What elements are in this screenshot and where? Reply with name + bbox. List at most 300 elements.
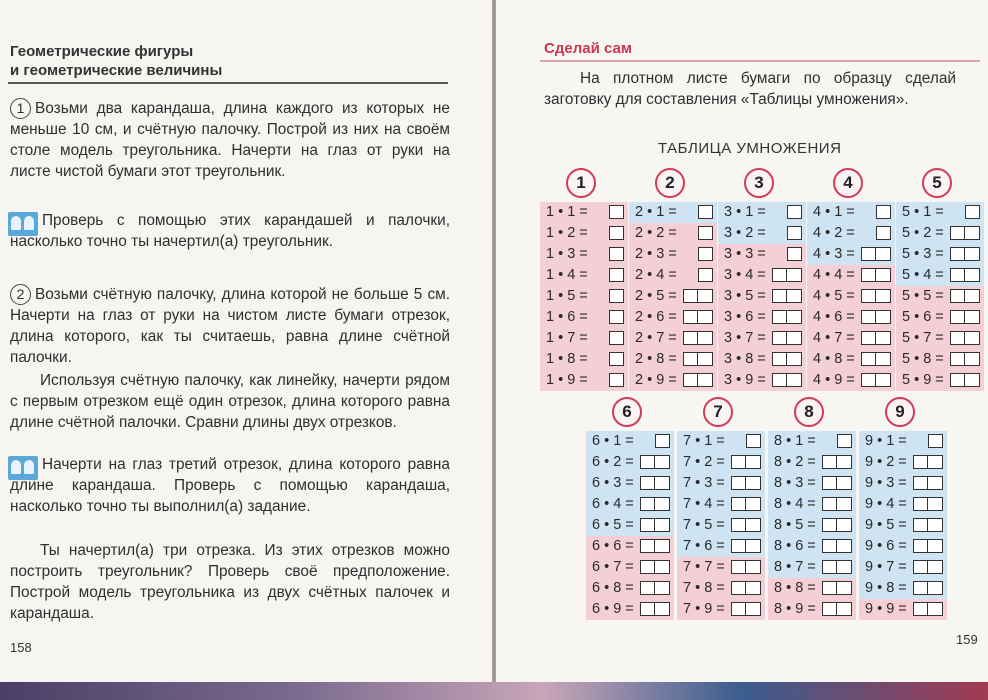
expression-label: 8 • 7 =	[774, 559, 816, 575]
expression-label: 9 • 2 =	[865, 454, 907, 470]
table-row	[807, 286, 895, 307]
expression-label: 6 • 9 =	[592, 601, 634, 617]
answer-box[interactable]	[876, 310, 891, 324]
expression-label: 4 • 5 =	[813, 288, 855, 304]
table-row	[718, 328, 806, 349]
answer-boxes	[822, 602, 852, 617]
book-bottom-edge	[0, 682, 988, 700]
answer-box[interactable]	[950, 352, 965, 366]
expression-label: 5 • 8 =	[902, 351, 944, 367]
answer-box[interactable]	[787, 268, 802, 282]
expression-label: 5 • 7 =	[902, 330, 944, 346]
answer-box[interactable]	[837, 497, 852, 511]
answer-box[interactable]	[928, 539, 943, 553]
expression-label: 8 • 8 =	[774, 580, 816, 596]
answer-box[interactable]	[837, 581, 852, 595]
answer-box[interactable]	[787, 247, 802, 261]
table-row	[586, 431, 674, 452]
table-row	[859, 452, 947, 473]
column-number-circle: 8	[794, 397, 824, 427]
answer-box[interactable]	[609, 226, 624, 240]
expression-label: 7 • 1 =	[683, 433, 725, 449]
table-row	[768, 473, 856, 494]
expression-label: 2 • 7 =	[635, 330, 677, 346]
table-row	[586, 599, 674, 620]
table-row	[807, 307, 895, 328]
answer-boxes	[772, 331, 802, 346]
expression-label: 4 • 3 =	[813, 246, 855, 262]
answer-box[interactable]	[640, 560, 655, 574]
table-row	[807, 328, 895, 349]
table-row	[586, 452, 674, 473]
answer-box[interactable]	[787, 331, 802, 345]
answer-box[interactable]	[965, 226, 980, 240]
answer-box[interactable]	[655, 518, 670, 532]
expression-label: 6 • 7 =	[592, 559, 634, 575]
answer-box[interactable]	[746, 476, 761, 490]
answer-box[interactable]	[876, 352, 891, 366]
table-row	[768, 536, 856, 557]
answer-box[interactable]	[913, 581, 928, 595]
do-it-yourself-label: Сделай сам	[544, 40, 632, 57]
table-row	[718, 286, 806, 307]
answer-box[interactable]	[655, 434, 670, 448]
answer-box[interactable]	[731, 497, 746, 511]
answer-box[interactable]	[746, 434, 761, 448]
answer-boxes	[772, 310, 802, 325]
answer-box[interactable]	[876, 247, 891, 261]
answer-box[interactable]	[746, 455, 761, 469]
expression-label: 1 • 5 =	[546, 288, 588, 304]
table-row	[896, 202, 984, 223]
answer-box[interactable]	[876, 289, 891, 303]
answer-box[interactable]	[928, 497, 943, 511]
answer-boxes	[683, 352, 713, 367]
table-row	[859, 578, 947, 599]
answer-box[interactable]	[746, 602, 761, 616]
answer-box[interactable]	[950, 268, 965, 282]
answer-box[interactable]	[698, 205, 713, 219]
answer-box[interactable]	[822, 602, 837, 616]
column-number-circle: 6	[612, 397, 642, 427]
answer-box[interactable]	[698, 268, 713, 282]
table-row	[540, 223, 628, 244]
answer-box[interactable]	[698, 373, 713, 387]
answer-box[interactable]	[772, 268, 787, 282]
answer-boxes	[822, 518, 852, 533]
answer-box[interactable]	[965, 331, 980, 345]
answer-box[interactable]	[822, 476, 837, 490]
answer-box[interactable]	[609, 331, 624, 345]
answer-box[interactable]	[837, 560, 852, 574]
answer-box[interactable]	[913, 560, 928, 574]
column-number-circle: 7	[703, 397, 733, 427]
column-rows	[586, 431, 674, 620]
answer-box[interactable]	[698, 331, 713, 345]
answer-box[interactable]	[928, 560, 943, 574]
answer-box[interactable]	[837, 539, 852, 553]
answer-box[interactable]	[609, 352, 624, 366]
answer-boxes	[609, 373, 624, 388]
table-column-5	[896, 168, 984, 398]
column-rows	[540, 202, 628, 391]
answer-box[interactable]	[928, 476, 943, 490]
section-title-line1: Геометрические фигуры	[10, 43, 194, 60]
answer-box[interactable]	[965, 289, 980, 303]
expression-label: 2 • 1 =	[635, 204, 677, 220]
answer-boxes	[950, 289, 980, 304]
answer-boxes	[950, 226, 980, 241]
answer-boxes	[861, 268, 891, 283]
answer-box[interactable]	[950, 331, 965, 345]
answer-box[interactable]	[787, 310, 802, 324]
table-column-1	[540, 168, 628, 398]
answer-box[interactable]	[822, 497, 837, 511]
expression-label: 4 • 1 =	[813, 204, 855, 220]
answer-box[interactable]	[913, 455, 928, 469]
expression-label: 9 • 9 =	[865, 601, 907, 617]
expression-label: 2 • 4 =	[635, 267, 677, 283]
answer-box[interactable]	[655, 497, 670, 511]
answer-box[interactable]	[640, 455, 655, 469]
answer-boxes	[787, 247, 802, 262]
table-row	[807, 265, 895, 286]
answer-boxes	[950, 310, 980, 325]
expression-label: 5 • 2 =	[902, 225, 944, 241]
answer-box[interactable]	[950, 289, 965, 303]
table-row	[768, 557, 856, 578]
table-row	[718, 223, 806, 244]
table-row	[586, 473, 674, 494]
expression-label: 1 • 4 =	[546, 267, 588, 283]
answer-box[interactable]	[683, 310, 698, 324]
answer-box[interactable]	[655, 560, 670, 574]
answer-box[interactable]	[746, 539, 761, 553]
answer-boxes	[950, 247, 980, 262]
answer-boxes	[640, 455, 670, 470]
expression-label: 4 • 4 =	[813, 267, 855, 283]
answer-box[interactable]	[640, 476, 655, 490]
answer-box[interactable]	[787, 352, 802, 366]
answer-box[interactable]	[876, 226, 891, 240]
expression-label: 2 • 9 =	[635, 372, 677, 388]
answer-box[interactable]	[640, 497, 655, 511]
table-row	[859, 473, 947, 494]
answer-box[interactable]	[950, 247, 965, 261]
task-2	[10, 284, 450, 368]
answer-box[interactable]	[609, 289, 624, 303]
answer-boxes	[609, 268, 624, 283]
expression-label: 2 • 5 =	[635, 288, 677, 304]
answer-boxes	[772, 268, 802, 283]
answer-box[interactable]	[928, 455, 943, 469]
expression-label: 9 • 1 =	[865, 433, 907, 449]
answer-boxes	[609, 205, 624, 220]
answer-box[interactable]	[640, 518, 655, 532]
answer-box[interactable]	[683, 352, 698, 366]
answer-box[interactable]	[772, 331, 787, 345]
table-row	[718, 307, 806, 328]
table-row	[540, 349, 628, 370]
table-row	[540, 328, 628, 349]
expression-label: 3 • 8 =	[724, 351, 766, 367]
table-row	[586, 557, 674, 578]
answer-box[interactable]	[698, 352, 713, 366]
answer-box[interactable]	[746, 560, 761, 574]
expression-label: 6 • 5 =	[592, 517, 634, 533]
table-row	[540, 370, 628, 391]
answer-box[interactable]	[822, 581, 837, 595]
answer-box[interactable]	[640, 539, 655, 553]
answer-boxes	[822, 581, 852, 596]
answer-box[interactable]	[640, 602, 655, 616]
answer-box[interactable]	[746, 581, 761, 595]
column-rows	[718, 202, 806, 391]
intro-text: На плотном листе бумаги по образцу сделай заготовку для составления «Таблицы умножения».	[544, 70, 956, 108]
table-row	[718, 202, 806, 223]
answer-box[interactable]	[731, 560, 746, 574]
answer-boxes	[913, 539, 943, 554]
answer-box[interactable]	[822, 560, 837, 574]
expression-label: 9 • 4 =	[865, 496, 907, 512]
table-row	[540, 307, 628, 328]
answer-box[interactable]	[787, 373, 802, 387]
answer-box[interactable]	[928, 602, 943, 616]
answer-box[interactable]	[772, 289, 787, 303]
answer-box[interactable]	[861, 289, 876, 303]
answer-boxes	[772, 352, 802, 367]
answer-boxes	[772, 289, 802, 304]
answer-boxes	[698, 247, 713, 262]
answer-boxes	[731, 602, 761, 617]
answer-box[interactable]	[655, 539, 670, 553]
answer-box[interactable]	[772, 352, 787, 366]
answer-box[interactable]	[698, 247, 713, 261]
table-row	[718, 349, 806, 370]
table-row	[540, 202, 628, 223]
expression-label: 5 • 4 =	[902, 267, 944, 283]
expression-label: 5 • 1 =	[902, 204, 944, 220]
answer-box[interactable]	[928, 434, 943, 448]
answer-box[interactable]	[655, 476, 670, 490]
answer-box[interactable]	[913, 602, 928, 616]
expression-label: 7 • 7 =	[683, 559, 725, 575]
table-row	[629, 202, 717, 223]
answer-boxes	[640, 497, 670, 512]
answer-box[interactable]	[822, 518, 837, 532]
expression-label: 2 • 2 =	[635, 225, 677, 241]
table-column-8	[768, 397, 856, 627]
answer-box[interactable]	[731, 518, 746, 532]
expression-label: 3 • 2 =	[724, 225, 766, 241]
expression-label: 1 • 6 =	[546, 309, 588, 325]
expression-label: 7 • 4 =	[683, 496, 725, 512]
expression-label: 7 • 5 =	[683, 517, 725, 533]
section-title-line2: и геометрические величины	[10, 62, 223, 79]
answer-box[interactable]	[655, 581, 670, 595]
expression-label: 3 • 9 =	[724, 372, 766, 388]
answer-box[interactable]	[731, 455, 746, 469]
answer-box[interactable]	[965, 205, 980, 219]
answer-boxes	[913, 476, 943, 491]
table-row	[629, 244, 717, 265]
table-row	[540, 286, 628, 307]
answer-box[interactable]	[609, 247, 624, 261]
answer-box[interactable]	[876, 205, 891, 219]
column-number-circle: 5	[922, 168, 952, 198]
answer-box[interactable]	[861, 268, 876, 282]
answer-box[interactable]	[655, 602, 670, 616]
answer-box[interactable]	[837, 518, 852, 532]
answer-boxes	[731, 539, 761, 554]
answer-box[interactable]	[861, 373, 876, 387]
column-number-circle: 3	[744, 168, 774, 198]
answer-box[interactable]	[746, 497, 761, 511]
answer-box[interactable]	[950, 373, 965, 387]
answer-box[interactable]	[609, 373, 624, 387]
answer-boxes	[861, 289, 891, 304]
answer-box[interactable]	[731, 602, 746, 616]
answer-box[interactable]	[640, 581, 655, 595]
answer-box[interactable]	[837, 602, 852, 616]
table-row	[677, 431, 765, 452]
expression-label: 3 • 5 =	[724, 288, 766, 304]
answer-box[interactable]	[787, 226, 802, 240]
answer-box[interactable]	[655, 455, 670, 469]
answer-box[interactable]	[837, 434, 852, 448]
answer-box[interactable]	[913, 476, 928, 490]
answer-box[interactable]	[928, 581, 943, 595]
table-row	[859, 431, 947, 452]
answer-box[interactable]	[683, 373, 698, 387]
answer-box[interactable]	[913, 518, 928, 532]
answer-box[interactable]	[731, 581, 746, 595]
answer-box[interactable]	[913, 497, 928, 511]
table-column-9	[859, 397, 947, 627]
expression-label: 2 • 8 =	[635, 351, 677, 367]
answer-box[interactable]	[861, 352, 876, 366]
answer-boxes	[640, 602, 670, 617]
answer-box[interactable]	[683, 331, 698, 345]
answer-box[interactable]	[965, 352, 980, 366]
column-rows	[677, 431, 765, 620]
table-row	[629, 286, 717, 307]
answer-boxes	[609, 289, 624, 304]
answer-boxes	[731, 497, 761, 512]
expression-label: 6 • 3 =	[592, 475, 634, 491]
answer-box[interactable]	[822, 539, 837, 553]
answer-box[interactable]	[861, 310, 876, 324]
answer-boxes	[822, 497, 852, 512]
answer-boxes	[861, 331, 891, 346]
expression-label: 6 • 8 =	[592, 580, 634, 596]
answer-box[interactable]	[698, 310, 713, 324]
answer-boxes	[731, 560, 761, 575]
answer-boxes	[640, 581, 670, 596]
expression-label: 8 • 4 =	[774, 496, 816, 512]
answer-box[interactable]	[965, 268, 980, 282]
expression-label: 9 • 3 =	[865, 475, 907, 491]
answer-box[interactable]	[861, 331, 876, 345]
answer-boxes	[861, 373, 891, 388]
table-column-4	[807, 168, 895, 398]
expression-label: 8 • 9 =	[774, 601, 816, 617]
expression-label: 4 • 9 =	[813, 372, 855, 388]
column-number-circle: 1	[566, 168, 596, 198]
expression-label: 7 • 2 =	[683, 454, 725, 470]
answer-box[interactable]	[772, 373, 787, 387]
answer-box[interactable]	[609, 268, 624, 282]
table-row	[677, 557, 765, 578]
answer-boxes	[787, 205, 802, 220]
answer-box[interactable]	[950, 226, 965, 240]
answer-boxes	[913, 518, 943, 533]
table-row	[807, 223, 895, 244]
answer-boxes	[928, 434, 943, 449]
answer-box[interactable]	[837, 455, 852, 469]
answer-boxes	[683, 331, 713, 346]
answer-box[interactable]	[822, 455, 837, 469]
answer-boxes	[950, 352, 980, 367]
answer-box[interactable]	[876, 331, 891, 345]
answer-boxes	[746, 434, 761, 449]
answer-boxes	[731, 476, 761, 491]
table-row	[677, 494, 765, 515]
expression-label: 5 • 6 =	[902, 309, 944, 325]
answer-box[interactable]	[731, 539, 746, 553]
answer-box[interactable]	[787, 205, 802, 219]
answer-box[interactable]	[913, 539, 928, 553]
page-number-left: 158	[10, 640, 32, 655]
answer-box[interactable]	[609, 205, 624, 219]
answer-box[interactable]	[965, 310, 980, 324]
table-column-3	[718, 168, 806, 398]
answer-box[interactable]	[609, 310, 624, 324]
answer-box[interactable]	[698, 226, 713, 240]
answer-box[interactable]	[698, 289, 713, 303]
answer-box[interactable]	[965, 247, 980, 261]
expression-label: 2 • 6 =	[635, 309, 677, 325]
answer-box[interactable]	[965, 373, 980, 387]
answer-box[interactable]	[876, 373, 891, 387]
task-2-text: Возьми счётную палочку, длина которой не больше 5 см. Начерти на глаз от руки на чистом листе бумаги отрезок, длина которого, как ты считаешь, равна длине счётной палочки.	[10, 286, 450, 367]
table-row	[896, 370, 984, 391]
final-paragraph	[10, 540, 450, 624]
answer-boxes	[822, 560, 852, 575]
expression-label: 9 • 5 =	[865, 517, 907, 533]
answer-box[interactable]	[731, 476, 746, 490]
answer-box[interactable]	[683, 289, 698, 303]
column-number-circle: 9	[885, 397, 915, 427]
expression-label: 6 • 6 =	[592, 538, 634, 554]
answer-box[interactable]	[787, 289, 802, 303]
answer-box[interactable]	[928, 518, 943, 532]
answer-box[interactable]	[876, 268, 891, 282]
answer-boxes	[698, 268, 713, 283]
answer-boxes	[913, 581, 943, 596]
answer-boxes	[640, 476, 670, 491]
answer-box[interactable]	[746, 518, 761, 532]
answer-boxes	[950, 268, 980, 283]
answer-boxes	[698, 226, 713, 241]
expression-label: 2 • 3 =	[635, 246, 677, 262]
answer-box[interactable]	[861, 247, 876, 261]
table-row	[677, 515, 765, 536]
answer-box[interactable]	[837, 476, 852, 490]
answer-box[interactable]	[772, 310, 787, 324]
answer-box[interactable]	[950, 310, 965, 324]
answer-boxes	[655, 434, 670, 449]
